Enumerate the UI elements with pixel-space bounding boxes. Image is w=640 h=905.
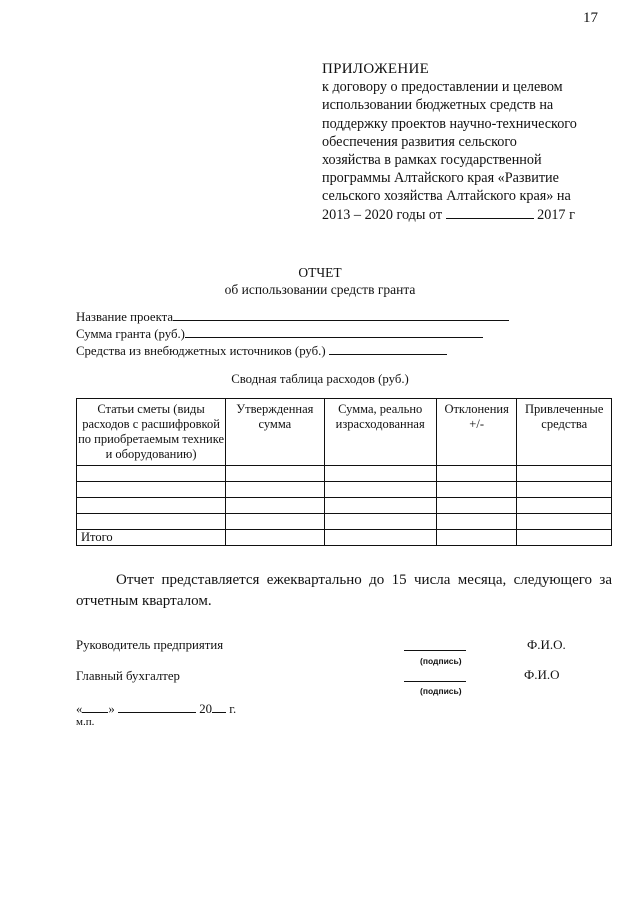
grant-sum-blank[interactable]: [185, 325, 483, 338]
accountant-signature-line[interactable]: [404, 681, 466, 682]
accountant-label: Главный бухгалтер: [76, 669, 180, 683]
table-cell[interactable]: [517, 514, 612, 530]
appendix-date-prefix: 2013 – 2020 годы от: [322, 206, 443, 223]
table-cell[interactable]: [517, 498, 612, 514]
table-row: [77, 482, 612, 498]
col-header-items: Статьи сметы (виды расходов с расшифровкой по приобретаемым технике и оборудованию): [77, 399, 226, 466]
table-cell[interactable]: [436, 498, 517, 514]
table-cell[interactable]: [324, 498, 436, 514]
table-total-row: [77, 530, 612, 546]
appendix-date-line: [322, 206, 612, 224]
expenses-table: [76, 398, 612, 546]
report-title: ОТЧЕТ: [298, 265, 342, 280]
table-cell[interactable]: [324, 530, 436, 546]
project-name-blank[interactable]: [173, 308, 509, 321]
col-header-attracted: Привлеченные средства: [517, 399, 612, 466]
head-signature-line[interactable]: [404, 650, 466, 651]
table-cell[interactable]: [226, 498, 324, 514]
extra-funds-label: Средства из внебюджетных источников (руб.): [76, 344, 326, 358]
month-blank[interactable]: [118, 700, 196, 713]
appendix-line: обеспечения развития сельского: [322, 133, 517, 150]
table-cell[interactable]: [77, 498, 226, 514]
year-blank[interactable]: [212, 700, 226, 713]
table-cell[interactable]: [517, 482, 612, 498]
fields-block: [76, 308, 509, 359]
table-cell[interactable]: [77, 482, 226, 498]
date-line: [76, 700, 236, 717]
col-header-deviation: Отклонения +/-: [436, 399, 517, 466]
submission-note: Отчет представляется ежеквартально до 15 числа месяца, следующего за отчетным кварталом.: [76, 572, 612, 609]
appendix-line: сельского хозяйства Алтайского края» на: [322, 188, 571, 205]
table-cell[interactable]: [436, 530, 517, 546]
table-caption: Сводная таблица расходов (руб.): [231, 372, 409, 386]
table-header-row: [77, 399, 612, 466]
col-header-approved: Утвержденная сумма: [226, 399, 324, 466]
year-prefix: 20: [199, 702, 213, 716]
table-row: [77, 498, 612, 514]
table-cell[interactable]: [436, 514, 517, 530]
extra-funds-row: [76, 342, 509, 359]
appendix-line: к договору о предоставлении и целевом: [322, 79, 563, 96]
col-header-spent: Сумма, реально израсходованная: [324, 399, 436, 466]
accountant-sign-hint: (подпись): [420, 686, 462, 696]
table-cell[interactable]: [226, 482, 324, 498]
table-cell[interactable]: [436, 482, 517, 498]
table-cell[interactable]: [77, 514, 226, 530]
appendix-line: поддержку проектов научно-технического: [322, 115, 577, 132]
table-cell[interactable]: [226, 530, 324, 546]
table-cell[interactable]: [324, 466, 436, 482]
table-cell[interactable]: [77, 466, 226, 482]
table-cell[interactable]: [517, 466, 612, 482]
table-row: [77, 514, 612, 530]
appendix-line: использовании бюджетных средств на: [322, 97, 554, 114]
project-name-row: [76, 308, 509, 325]
appendix-date-blank[interactable]: [446, 206, 534, 219]
year-suffix: г.: [229, 702, 237, 716]
grant-sum-label: Сумма гранта (руб.): [76, 327, 185, 341]
table-cell[interactable]: [517, 530, 612, 546]
table-cell[interactable]: [226, 514, 324, 530]
page-number: 17: [583, 10, 598, 26]
project-name-label: Название проекта: [76, 310, 174, 324]
table-row: [77, 466, 612, 482]
appendix-title: ПРИЛОЖЕНИЕ: [322, 61, 430, 77]
report-subtitle: об использовании средств гранта: [224, 282, 416, 297]
day-blank[interactable]: [82, 700, 108, 713]
date-close-quote: »: [108, 702, 115, 716]
appendix-line: программы Алтайского края «Развитие: [322, 170, 559, 187]
appendix-date-suffix: 2017 г: [537, 206, 575, 223]
head-sign-hint: (подпись): [420, 656, 462, 666]
extra-funds-blank[interactable]: [329, 342, 447, 355]
report-heading: [0, 264, 640, 298]
table-cell[interactable]: [436, 466, 517, 482]
grant-sum-row: [76, 325, 509, 342]
accountant-fio: Ф.И.О: [524, 667, 560, 682]
date-open-quote: «: [76, 702, 83, 716]
table-cell[interactable]: [226, 466, 324, 482]
stamp-place: м.п.: [76, 716, 95, 728]
head-fio: Ф.И.О.: [527, 637, 566, 652]
appendix-block: [322, 60, 612, 224]
table-cell[interactable]: [324, 482, 436, 498]
head-label: Руководитель предприятия: [76, 638, 224, 652]
total-label: Итого: [77, 530, 226, 546]
table-cell[interactable]: [324, 514, 436, 530]
appendix-line: хозяйства в рамках государственной: [322, 152, 542, 169]
